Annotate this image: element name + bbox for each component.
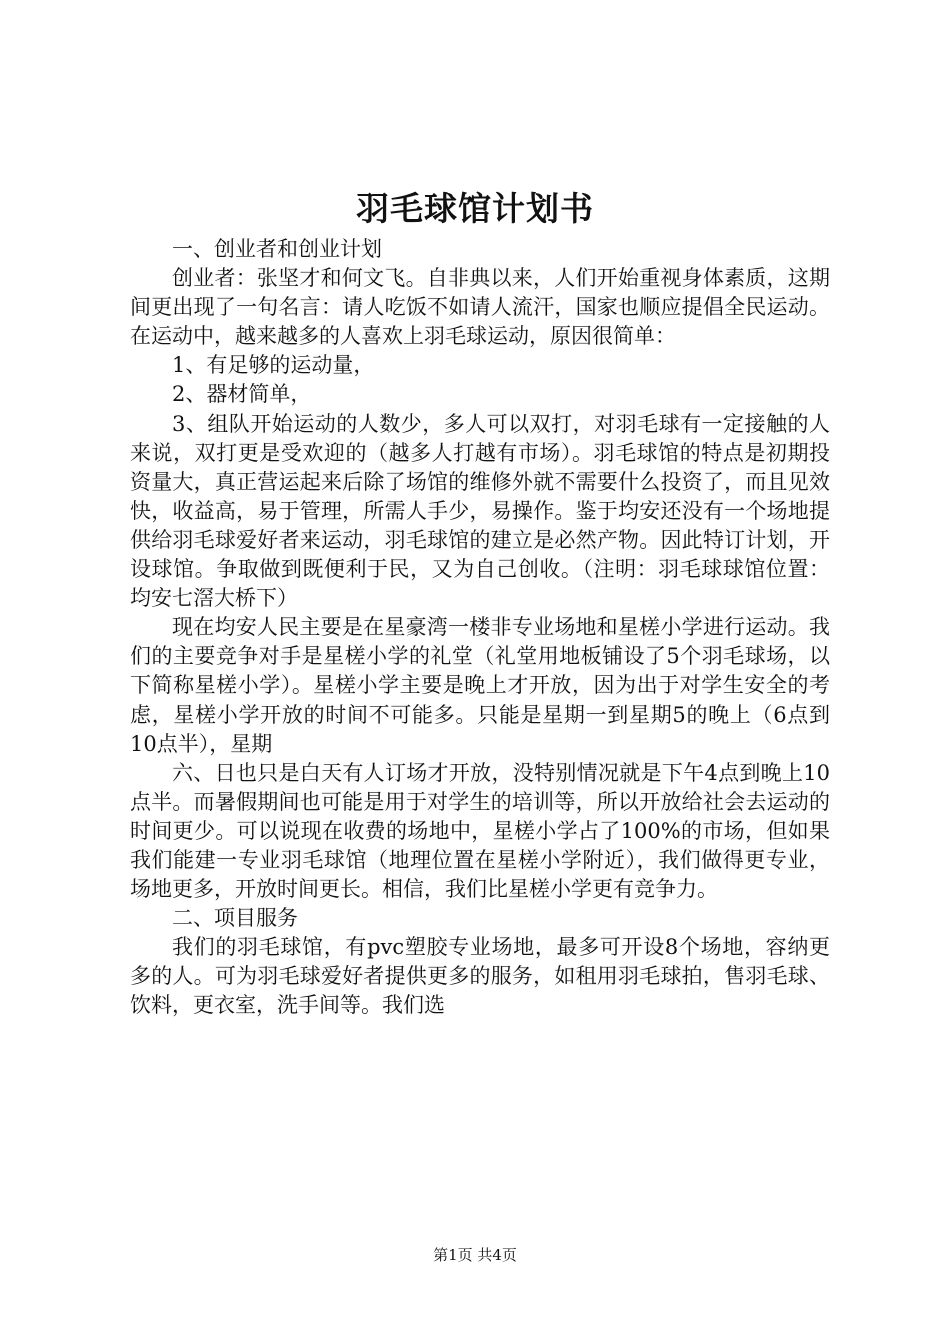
- section-heading-services: 二、项目服务: [172, 906, 298, 931]
- paragraph-competition: 现在均安人民主要是在星豪湾一楼非专业场地和星槎小学进行运动。我们的主要竞争对手是星槎小学的礼堂（礼堂用地板铺设了5个羽毛球场，以下简称星槎小学）。星槎小学主要是晚上才开放，因为出于对学生安全的考虑，星槎小学开放的时间不可能多。只能是星期一到星期5的晚上（6点到10点半），星期: [130, 615, 830, 756]
- page-title: 羽毛球馆计划书: [356, 189, 594, 228]
- document-body: [130, 235, 830, 1021]
- paragraph-market: 六、日也只是白天有人订场才开放，没特别情况就是下午4点到晚上10点半。而暑假期间也可能是用于对学生的培训等，所以开放给社会去运动的时间更少。可以说现在收费的场地中，星槎小学占了100%的市场，但如果我们能建一专业羽毛球馆（地理位置在星槎小学附近），我们做得更专业，场地更多，开放时间更长。相信，我们比星槎小学更有竞争力。: [130, 760, 830, 902]
- paragraph-services: 我们的羽毛球馆，有pvc塑胶专业场地，最多可开设8个场地，容纳更多的人。可为羽毛球爱好者提供更多的服务，如租用羽毛球拍，售羽毛球、饮料，更衣室，洗手间等。我们选: [130, 935, 830, 1018]
- page-footer: 第1页 共4页: [433, 1246, 517, 1264]
- paragraph-founders-intro: 创业者：张坚才和何文飞。自非典以来，人们开始重视身体素质，这期间更出现了一句名言：请人吃饭不如请人流汗，国家也顺应提倡全民运动。在运动中，越来越多的人喜欢上羽毛球运动，原因很简单：: [130, 266, 830, 349]
- section-heading-founders: 一、创业者和创业计划: [172, 237, 382, 261]
- list-item-equipment: 2、器材简单，: [172, 382, 312, 407]
- list-item-team-size: 3、组队开始运动的人数少，多人可以双打，对羽毛球有一定接触的人来说，双打更是受欢迎的（越多人打越有市场）。羽毛球馆的特点是初期投资量大，真正营运起来后除了场馆的维修外就不需要什么投资了，而且见效快，收益高，易于管理，所需人手少，易操作。鉴于均安还没有一个场地提供给羽毛球爱好者来运动，羽毛球馆的建立是必然产物。因此特订计划，开设球馆。争取做到既便利于民，又为自己创收。（注明：羽毛球球馆位置：均安七滘大桥下）: [130, 411, 830, 611]
- list-item-exercise: 1、有足够的运动量，: [172, 353, 375, 378]
